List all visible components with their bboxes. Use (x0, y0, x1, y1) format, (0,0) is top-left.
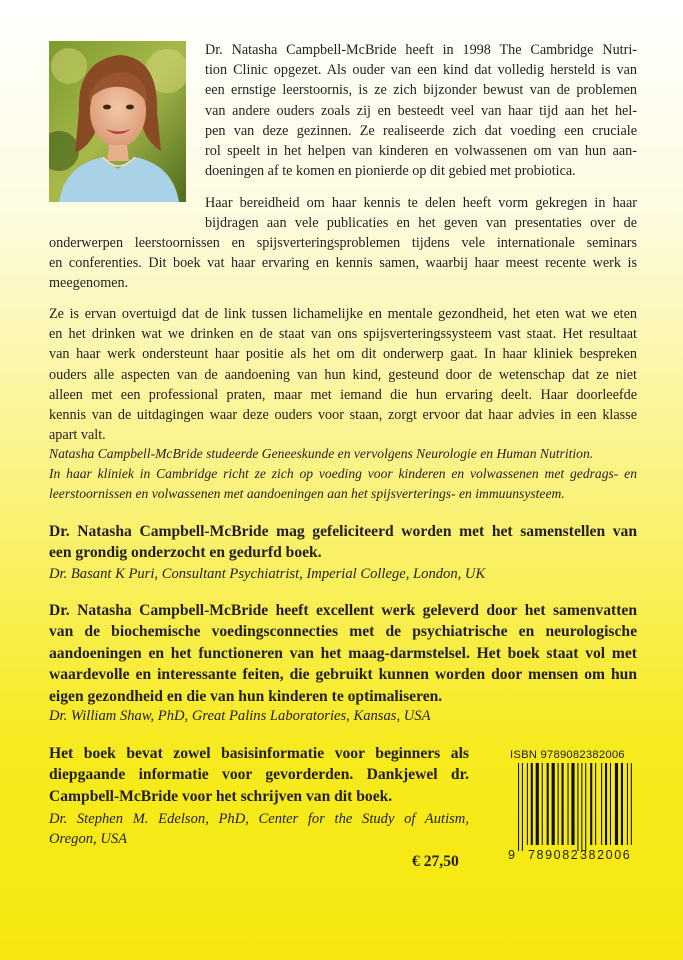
bio-italic-summary (49, 444, 637, 504)
barcode-bar (631, 763, 632, 845)
author-portrait-image (49, 41, 186, 202)
bio-p3-line: ouders alle aspecten van de aandoening van hun kind, gesteund door de wetenschap dat ze niet (49, 366, 637, 383)
bio-p3-line: en het drinken wat we drinken en de staat van ons spijsverteringssysteem vast staat. Het resultaat (49, 326, 637, 343)
review-attribution-line: Dr. Stephen M. Edelson, PhD, Center for the Study of Autism, (49, 811, 469, 827)
bio-p1-line: pen van deze gezinnen. Ze realiseerde zich dat voeding een cruciale (205, 122, 637, 139)
barcode-bar (601, 763, 602, 845)
bio-paragraph-3 (49, 304, 637, 445)
barcode-bar (571, 763, 574, 845)
review-quote-line: Dr. Natasha Campbell-McBride mag gefeliciteerd worden met het samenstellen van (49, 523, 637, 540)
bio-p1-line: doeningen af te komen en pionierde op dit gebied met probiotica. (205, 163, 576, 180)
bio-p1-line: Dr. Natasha Campbell-McBride heeft in 1998 The Cambridge Nutri- (205, 42, 637, 58)
review-1-attribution (49, 564, 637, 584)
review-quote-line: eigen gezondheid en die van hun kinderen te optimaliseren. (49, 687, 443, 705)
barcode-digits (508, 848, 636, 864)
bio-p1-line: tion Clinic opgezet. Als ouder van een kind dat volledig hersteld is van (205, 62, 637, 79)
barcode-bar (577, 763, 578, 851)
barcode-bar (558, 763, 559, 845)
barcode-bar (621, 763, 623, 845)
review-attribution: Dr. Basant K Puri, Consultant Psychiatrist, Imperial College, London, UK (49, 566, 486, 582)
barcode-bar (615, 763, 618, 845)
barcode-bar (562, 763, 564, 845)
review-quote-line: Campbell-McBride voor het schrijven van dit boek. (49, 787, 393, 805)
barcode-bar (585, 763, 586, 851)
review-1-quote (49, 521, 637, 564)
barcode-digit-first: 9 (508, 848, 517, 862)
isbn-label: ISBN 9789082382006 (510, 749, 625, 761)
bio-p1-line: rol speelt in het helpen van kinderen en volwassenen om van hun aan- (205, 143, 637, 160)
bio-paragraph-2-head (205, 193, 637, 233)
barcode-bar (627, 763, 628, 845)
italic-line: Natasha Campbell-McBride studeerde Geneeskunde en vervolgens Neurologie en Human Nutrition. (49, 446, 594, 461)
barcode-bar (605, 763, 607, 845)
review-attribution: Dr. William Shaw, PhD, Great Palins Laboratories, Kansas, USA (49, 708, 431, 724)
bio-p3-line: Ze is ervan overtuigd dat de link tussen lichamelijke en mentale gezondheid, het eten wat we eten (49, 306, 637, 322)
barcode-bar (536, 763, 539, 845)
barcode-bar (518, 763, 519, 851)
italic-line: leerstoornissen en volwassenen met aandoeningen aan het spijsverterings- en immuunsysteem. (49, 486, 565, 501)
bio-p1-line: een ernstige leerstoornis, is ze zich bijzonder bewust van de problemen (205, 82, 637, 99)
barcode-bar (547, 763, 549, 845)
barcode-bar (581, 763, 582, 851)
barcode-bar (522, 763, 523, 851)
review-3-attribution (49, 809, 469, 849)
review-3-quote (49, 743, 469, 807)
bio-p1-line: van andere ouders zoals zij en besteedt veel van haar tijd aan het hel- (205, 102, 637, 119)
bio-p3-line: apart valt. (49, 427, 106, 444)
isbn-barcode (508, 749, 636, 867)
bio-p3-line: alleen met een professional praten, maar met iemand die hun ervaring deelt. Haar doorleefde (49, 386, 637, 403)
bio-p2-line: onderwerpen leerstoornissen en spijsverteringsproblemen tijdens vele internationale seminars (49, 235, 637, 251)
barcode-bar (568, 763, 569, 845)
bio-paragraph-1 (205, 40, 637, 181)
barcode-bar (595, 763, 596, 845)
review-quote-line: Het boek bevat zowel basisinformatie voor beginners als (49, 745, 469, 762)
barcode-bar (610, 763, 611, 845)
review-quote-line: een grondig onderzocht en gedurfd boek. (49, 544, 322, 562)
barcode-bar (552, 763, 555, 845)
barcode-bar (527, 763, 528, 845)
review-2-attribution (49, 706, 637, 726)
barcode-bars (508, 763, 636, 851)
barcode-bar (590, 763, 592, 845)
review-2-quote (49, 600, 637, 707)
italic-line: In haar kliniek in Cambridge richt ze zich op voeding voor kinderen en volwassenen met gedrags- en (49, 466, 637, 481)
review-quote-line: waardevolle en interessante feiten, die gebruikt kunnen worden door mensen om hun (49, 666, 637, 684)
barcode-digits-left: 789082 (528, 848, 580, 862)
bio-p2-line: en conferenties. Dit boek vat haar ervaring en kennis samen, waarbij haar meest recente werk is (49, 255, 637, 272)
bio-p3-line: kennis van de uitdagingen waar deze ouders voor staan, zorgt ervoor dat haar advies in een klasse (49, 407, 637, 424)
review-quote-line: Dr. Natasha Campbell-McBride heeft excellent werk geleverd door het samenvatten (49, 602, 637, 619)
bio-p2-line: bijdragen aan vele publicaties en het geven van presentaties over de (205, 215, 637, 232)
barcode-digits-right: 382006 (580, 848, 632, 862)
review-quote-line: van de biochemische voedingsconnecties met de psychiatrische en neurologische (49, 623, 637, 641)
barcode-bar (542, 763, 543, 845)
bio-p2-line: meegenomen. (49, 275, 129, 292)
review-quote-line: diepgaande informatie voor gevorderden. Dankjewel dr. (49, 766, 469, 784)
author-photo (49, 41, 186, 202)
review-attribution-line: Oregon, USA (49, 831, 128, 847)
bio-p3-line: van haar werk ondersteunt haar positie als het om dit onderwerp gaat. In haar kliniek bespreken (49, 346, 637, 363)
barcode-bar (531, 763, 533, 845)
bio-paragraph-2-tail (49, 233, 637, 294)
price-label: € 27,50 (412, 853, 459, 870)
bio-p2-line: Haar bereidheid om haar kennis te delen heeft vorm gekregen in haar (205, 195, 637, 211)
review-quote-line: aandoeningen en het functioneren van het maag-darmstelsel. Het boek staat vol met (49, 644, 637, 662)
